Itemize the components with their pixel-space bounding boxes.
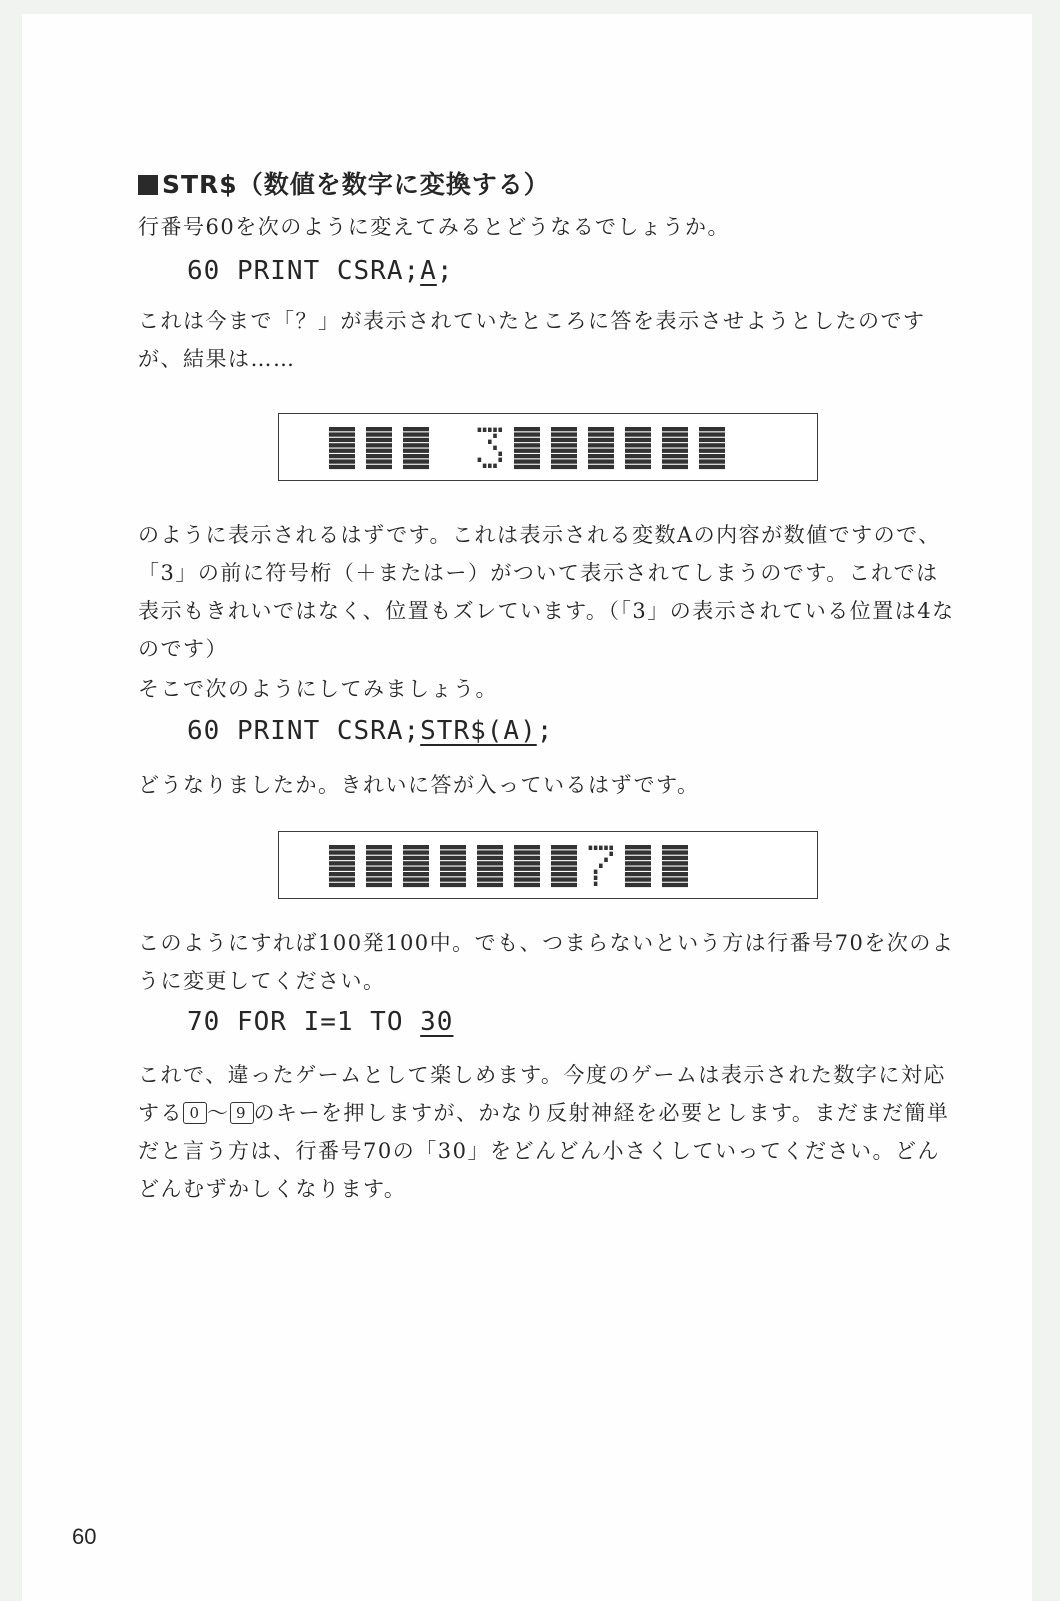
key-0-icon: [183, 1102, 207, 1124]
lcd-cell-7: [589, 846, 613, 886]
paragraph-5: どうなりましたか。きれいに答が入っているはずです。: [138, 773, 700, 797]
code-2-underlined: STR$(A): [420, 716, 537, 746]
lcd-cell-block: [662, 845, 688, 887]
lcd-cell-block: [514, 427, 540, 469]
paragraph-2: これは今まで「？」が表示されていたところに答を表示させようとしたのですが、結果は……: [138, 309, 926, 371]
lcd-cell-block: [662, 427, 688, 469]
lcd-cell-block: [551, 845, 577, 887]
lcd-cell-block: [699, 427, 725, 469]
code-1-underlined: A: [420, 256, 437, 286]
page-number: 60: [72, 1524, 97, 1549]
paragraph-4: そこで次のようにしてみましょう。: [138, 677, 498, 701]
lcd-cell-block: [329, 845, 355, 887]
code-3-text: 70 FOR I=1 TO: [187, 1007, 421, 1037]
code-1-text: 60 PRINT CSRA;: [187, 256, 421, 286]
lcd-2-cells: [279, 832, 819, 900]
key-0-label: 0: [189, 1104, 201, 1122]
lcd-cell-block: [625, 427, 651, 469]
section-heading: [138, 165, 550, 201]
code-2-text: 60 PRINT CSRA;: [187, 716, 421, 746]
paragraph-6: このようにすれば100発100中。でも、つまらないという方は行番号70を次のように変更してください。: [138, 931, 955, 993]
lcd-cell-block: [366, 845, 392, 887]
key-9-icon: [230, 1102, 254, 1124]
lcd-cell-block: [625, 845, 651, 887]
lcd-cell-block: [477, 845, 503, 887]
paragraph-1: 行番号60を次のように変えてみるとどうなるでしょうか。: [138, 215, 731, 239]
lcd-cell-block: [551, 427, 577, 469]
heading-text: STR$（数値を数字に変換する）: [162, 170, 550, 199]
lcd-cell-3: [478, 428, 502, 468]
code-2-suffix: ;: [536, 716, 554, 746]
lcd-cell-block: [440, 845, 466, 887]
black-square-icon: [138, 175, 158, 195]
lcd-cell-block: [366, 427, 392, 469]
lcd-1-cells: [279, 414, 819, 482]
code-1-suffix: ;: [436, 256, 454, 286]
paragraph-3: のように表示されるはずです。これは表示される変数Aの内容が数値ですので、「3」の前に符号桁（＋またはー）がついて表示されてしまうのです。これでは表示もきれいではなく、位置もズレています。（「3」の表示されている位置は4なのです）: [138, 523, 955, 661]
lcd-cell-block: [403, 427, 429, 469]
code-3-underlined: 30: [420, 1007, 454, 1037]
key-9-label: 9: [235, 1104, 248, 1122]
p7-tilde: ～: [207, 1101, 230, 1125]
p7-text-c: のキーを押しますが、かなり反射神経を必要とします。まだまだ簡単だと言う方は、行番号70の「30」をどんどん小さくしていってください。どんどんむずかしくなります。: [138, 1101, 950, 1201]
lcd-cell-block: [329, 427, 355, 469]
lcd-cell-block: [514, 845, 540, 887]
lcd-cell-block: [588, 427, 614, 469]
code-line-1: [187, 256, 453, 286]
lcd-display-2: [278, 831, 818, 899]
p7-text-a: これで、違ったゲームとして楽しめます。今度のゲームは表示された数字に対応する: [138, 1063, 946, 1125]
code-line-2: [187, 716, 553, 746]
lcd-cell-block: [403, 845, 429, 887]
code-line-3: [187, 1007, 453, 1037]
paragraph-7: [138, 1056, 958, 1208]
lcd-display-1: [278, 413, 818, 481]
book-page: [22, 14, 1032, 1601]
